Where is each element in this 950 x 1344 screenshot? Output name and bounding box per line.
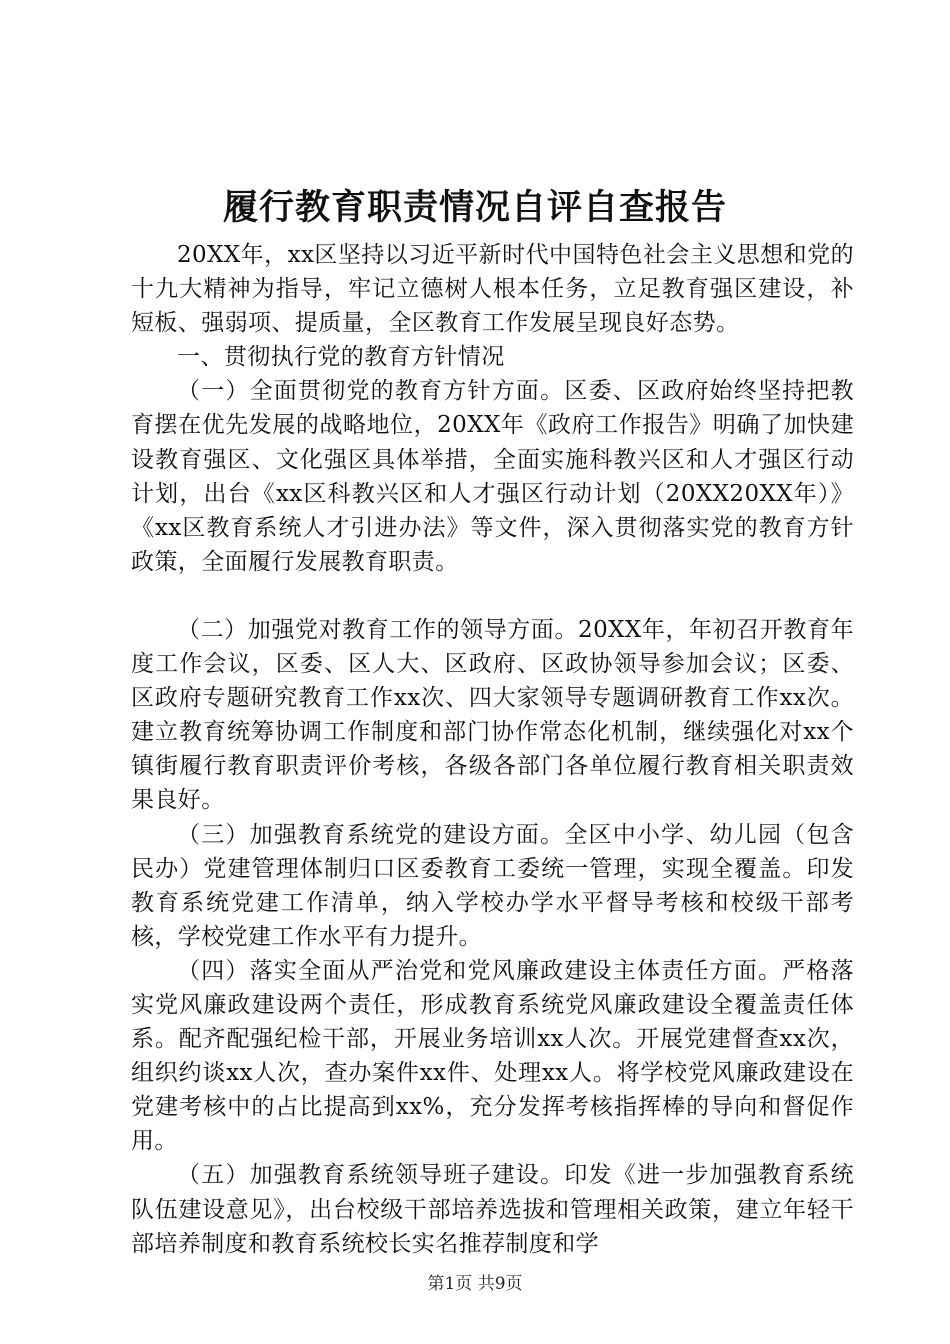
paragraph-1: （一）全面贯彻党的教育方针方面。区委、区政府始终坚持把教育摆在优先发展的战略地位，20XX年《政府工作报告》明确了加快建设教育强区、文化强区具体举措，全面实施科教兴区和人才强区行动计划，出台《xx区科教兴区和人才强区行动计划（20XX20XX年）》《xx区教育系统人才引进办法》等文件，深入贯彻落实党的教育方针政策，全面履行发展教育职责。 [131,378,854,575]
paragraph-2: （二）加强党对教育工作的领导方面。20XX年，年初召开教育年度工作会议，区委、区人大、区政府、区政协领导参加会议；区委、区政府专题研究教育工作xx次、四大家领导专题调研教育工作xx次。建立教育统筹协调工作制度和部门协作常态化机制，继续强化对xx个镇街履行教育职责评价考核，各级各部门各单位履行教育相关职责效果良好。 [131,616,854,814]
paragraph-5: （五）加强教育系统领导班子建设。印发《进一步加强教育系统队伍建设意见》，出台校级干部培养选拔和管理相关政策，建立年轻干部培养制度和教育系统校长实名推荐制度和学 [131,1162,854,1257]
page-number-footer: 第1页 共9页 [427,1274,523,1294]
section-heading: 一、贯彻执行党的教育方针情况 [177,344,505,371]
paragraph-intro: 20XX年，xx区坚持以习近平新时代中国特色社会主义思想和党的十九大精神为指导，牢记立德树人根本任务，立足教育强区建设，补短板、强弱项、提质量，全区教育工作发展呈现良好态势。 [131,242,854,337]
paragraph-4: （四）落实全面从严治党和党风廉政建设主体责任方面。严格落实党风廉政建设两个责任，形成教育系统党风廉政建设全覆盖责任体系。配齐配强纪检干部，开展业务培训xx人次。开展党建督查xx次，组织约谈xx人次，查办案件xx件、处理xx人。将学校党风廉政建设在党建考核中的占比提高到xx%，充分发挥考核指挥棒的导向和督促作用。 [131,957,854,1155]
paragraph-3: （三）加强教育系统党的建设方面。全区中小学、幼儿园（包含民办）党建管理体制归口区委教育工委统一管理，实现全覆盖。印发教育系统党建工作清单，纳入学校办学水平督导考核和校级干部考核，学校党建工作水平有力提升。 [131,821,854,950]
document-title: 履行教育职责情况自评自查报告 [222,187,727,228]
document-body [131,238,854,1261]
